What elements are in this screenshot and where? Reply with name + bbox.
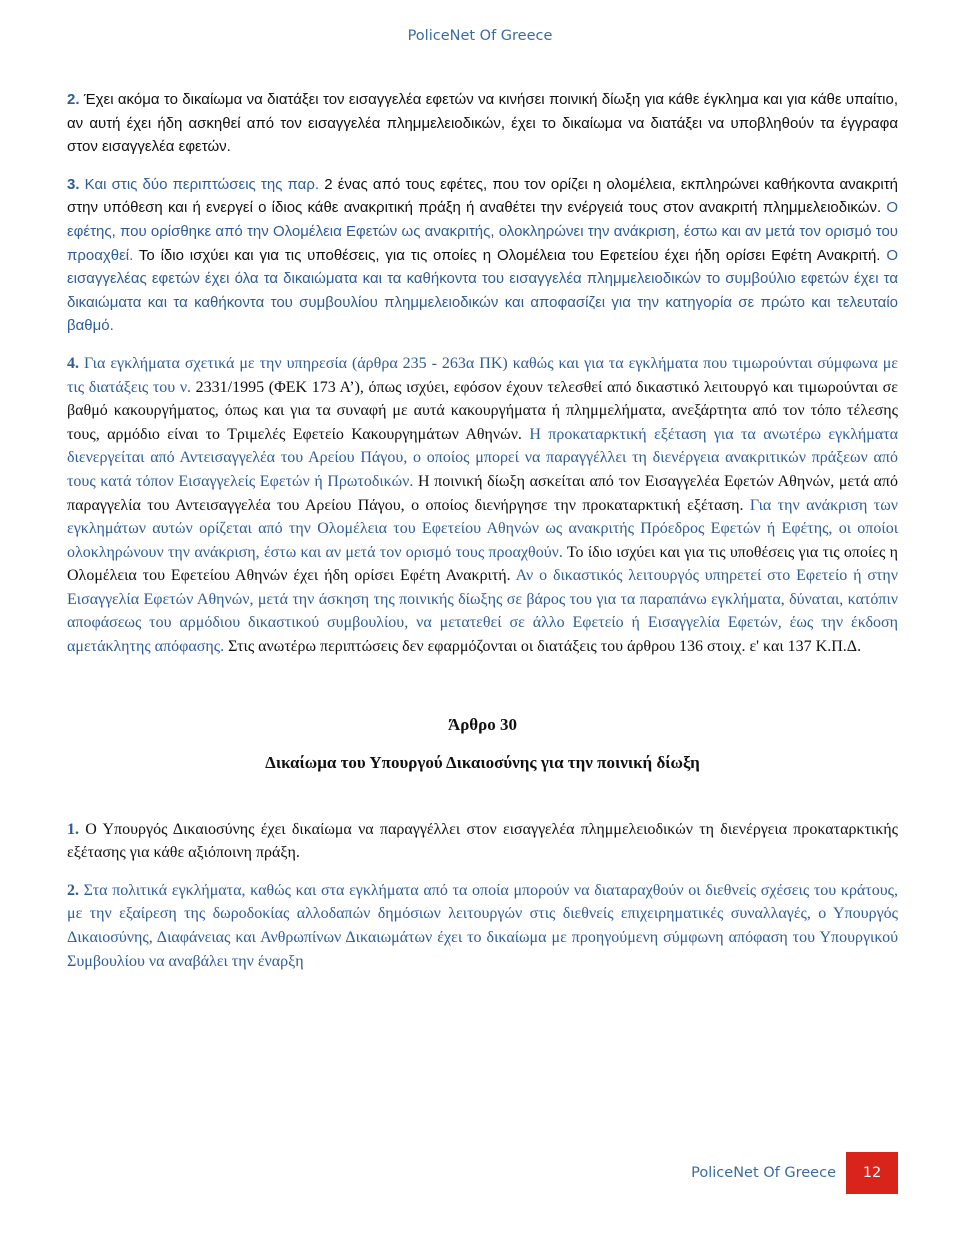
paragraph-highlight: Και στις δύο περιπτώσεις της παρ. bbox=[79, 175, 320, 193]
paragraph-2 bbox=[67, 88, 898, 159]
paragraph-highlight: Στα πολιτικά εγκλήματα, καθώς και στα εγκλήματα από τα οποία μπορούν να διαταραχθούν οι διεθνείς σχέσεις του κράτους, με την εξαίρεση της δωροδοκίας αλλοδαπών δημόσιων λειτουργών στις διεθνείς επιχειρηματικές συναλλαγές, ο Υπουργός Δικαιοσύνης, Διαφάνειας και Ανθρωπίνων Δικαιωμάτων έχει το δικαίωμα με προηγούμενη σύμφωνη απόφαση του Υπουργικού Συμβουλίου να αναβάλει την έναρξη bbox=[67, 881, 898, 970]
document-body bbox=[67, 88, 898, 973]
footer-title: PoliceNet Of Greece bbox=[691, 1165, 836, 1181]
paragraph-4 bbox=[67, 352, 898, 659]
page-footer bbox=[0, 1152, 898, 1194]
paragraph-highlight: Για την ανάκριση των εγκλημάτων αυτών ορίζεται από την Ολομέλεια του Εφετείου Αθηνών ως ανακριτής Πρόεδρος Εφετών ή Εφέτης, οι οποίοι ολοκληρώνουν την ανάκριση, έστω και αν μετά τον ορισμό τους προαχθούν. bbox=[67, 496, 898, 561]
paragraph-text: Το ίδιο ισχύει και για τις υποθέσεις, για τις οποίες η Ολομέλεια του Εφετείου έχει ήδη ορίσει Εφέτη Ανακριτή. bbox=[133, 246, 881, 264]
paragraph-highlight: Ο εφέτης, που ορίσθηκε από την Ολομέλεια Εφετών ως ανακριτής, ολοκληρώνει την ανάκριση, έστω και αν μετά τον ορισμό του προαχθεί. bbox=[67, 199, 898, 264]
article-title: Άρθρο 30 bbox=[447, 714, 518, 734]
paragraph-text: Ο Υπουργός Δικαιοσύνης έχει δικαίωμα να παραγγέλλει στον εισαγγελέα πλημμελειοδικών τη διενέργεια προκαταρκτικής εξέτασης για κάθε αξιόποινη πράξη. bbox=[67, 820, 898, 862]
paragraph-highlight: Ο εισαγγελέας εφετών έχει όλα τα δικαιώματα και τα καθήκοντα του εισαγγελέα πλημμελειοδικών το συμβούλιο εφετών έχει τα δικαιώματα και τα καθήκοντα του συμβουλίου πλημμελειοδικών και αποφασίζει για την κατηγορία σε πρώτο και τελευταίο βαθμό. bbox=[67, 246, 898, 335]
paragraph-text: Έχει ακόμα το δικαίωμα να διατάξει τον εισαγγελέα εφετών να κινήσει ποινική δίωξη για κάθε έγκλημα και για κάθε υπαίτιο, αν αυτή έχει ήδη ασκηθεί από τον εισαγγελέα πλημμελειοδικών, έχει το δικαίωμα να διατάξει να υποβληθούν τα έγγραφα στον εισαγγελέα εφετών. bbox=[67, 91, 898, 156]
paragraph-number: 4. bbox=[67, 354, 79, 372]
page-number-badge: 12 bbox=[846, 1152, 898, 1194]
paragraph-number: 1. bbox=[67, 820, 79, 838]
paragraph-3 bbox=[67, 173, 898, 338]
paragraph-number: 2. bbox=[67, 91, 80, 108]
paragraph-text: 2 ένας από τους εφέτες, που τον ορίζει η ολομέλεια, εκπληρώνει καθήκοντα ανακριτή στην υπόθεση και ή ενεργεί ο ίδιος κάθε ανακριτική πράξη ή αναθέτει την ενέργειά τους στον ανακριτή πλημμελειοδικών. bbox=[67, 175, 898, 217]
article-paragraph-1 bbox=[67, 818, 898, 865]
paragraph-text: Το ίδιο ισχύει και για τις υποθέσεις για τις οποίες η Ολομέλεια του Εφετείου Αθηνών έχει ήδη ορίσει Εφέτη Ανακριτή. bbox=[67, 543, 899, 585]
paragraph-text: 2331/1995 (ΦΕΚ 173 Α’), όπως ισχύει, εφόσον έχουν τελεσθεί από δικαστικό λειτουργό και τιμωρούνται σε βαθμό κακουργήματος, όπως και για τα συναφή με αυτά κακουργήματα ή πλημμελήματα, ανεξάρτητα από τον τόπο τέλεσης τους, αρμόδιο είναι το Τριμελές Εφετείο Κακουργημάτων Αθηνών. bbox=[67, 378, 898, 443]
article-subtitle: Δικαίωμα του Υπουργού Δικαιοσύνης για την ποινική δίωξη bbox=[265, 752, 700, 772]
article-paragraph-2 bbox=[67, 879, 898, 973]
paragraph-highlight: Αν ο δικαστικός λειτουργός υπηρετεί στο Εφετείο ή στην Εισαγγελία Εφετών Αθηνών, μετά την άσκηση της ποινικής δίωξης σε βάρος του για τα παραπάνω εγκλήματα, δύναται, κατόπιν αποφάσεως του αρμόδιου δικαστικού συμβουλίου, να μετατεθεί σε άλλο Εφετείο ή Εισαγγελία Εφετών, έως την έκδοση αμετάκλητης απόφασης. bbox=[67, 567, 898, 656]
page-header: PoliceNet Of Greece bbox=[407, 28, 553, 44]
paragraph-highlight: Για εγκλήματα σχετικά με την υπηρεσία (άρθρα 235 - 263α ΠΚ) καθώς και για τα εγκλήματα που τιμωρούνται σύμφωνα με τις διατάξεις του ν. bbox=[67, 354, 898, 396]
paragraph-highlight: Η προκαταρκτική εξέταση για τα ανωτέρω εγκλήματα διενεργείται από Αντεισαγγελέα του Αρείου Πάγου, ο οποίος μπορεί να παραγγέλλει τη διενέργεια ανακριτικών πράξεων από τους κατά τόπον Εισαγγελείς Εφετών ή Πρωτοδικών. bbox=[67, 425, 899, 490]
paragraph-text: Η ποινική δίωξη ασκείται από τον Εισαγγελέα Εφετών Αθηνών, μετά από παραγγελία του Αντεισαγγελέα του Αρείου Πάγου, ο οποίος διενήργησε την προκαταρκτική εξέταση. bbox=[67, 472, 899, 514]
paragraph-number: 3. bbox=[67, 175, 80, 193]
paragraph-number: 2. bbox=[67, 881, 79, 899]
paragraph-text: Στις ανωτέρω περιπτώσεις δεν εφαρμόζονται οι διατάξεις του άρθρου 136 στοιχ. ε' και 137 Κ.Π.Δ. bbox=[224, 638, 862, 656]
